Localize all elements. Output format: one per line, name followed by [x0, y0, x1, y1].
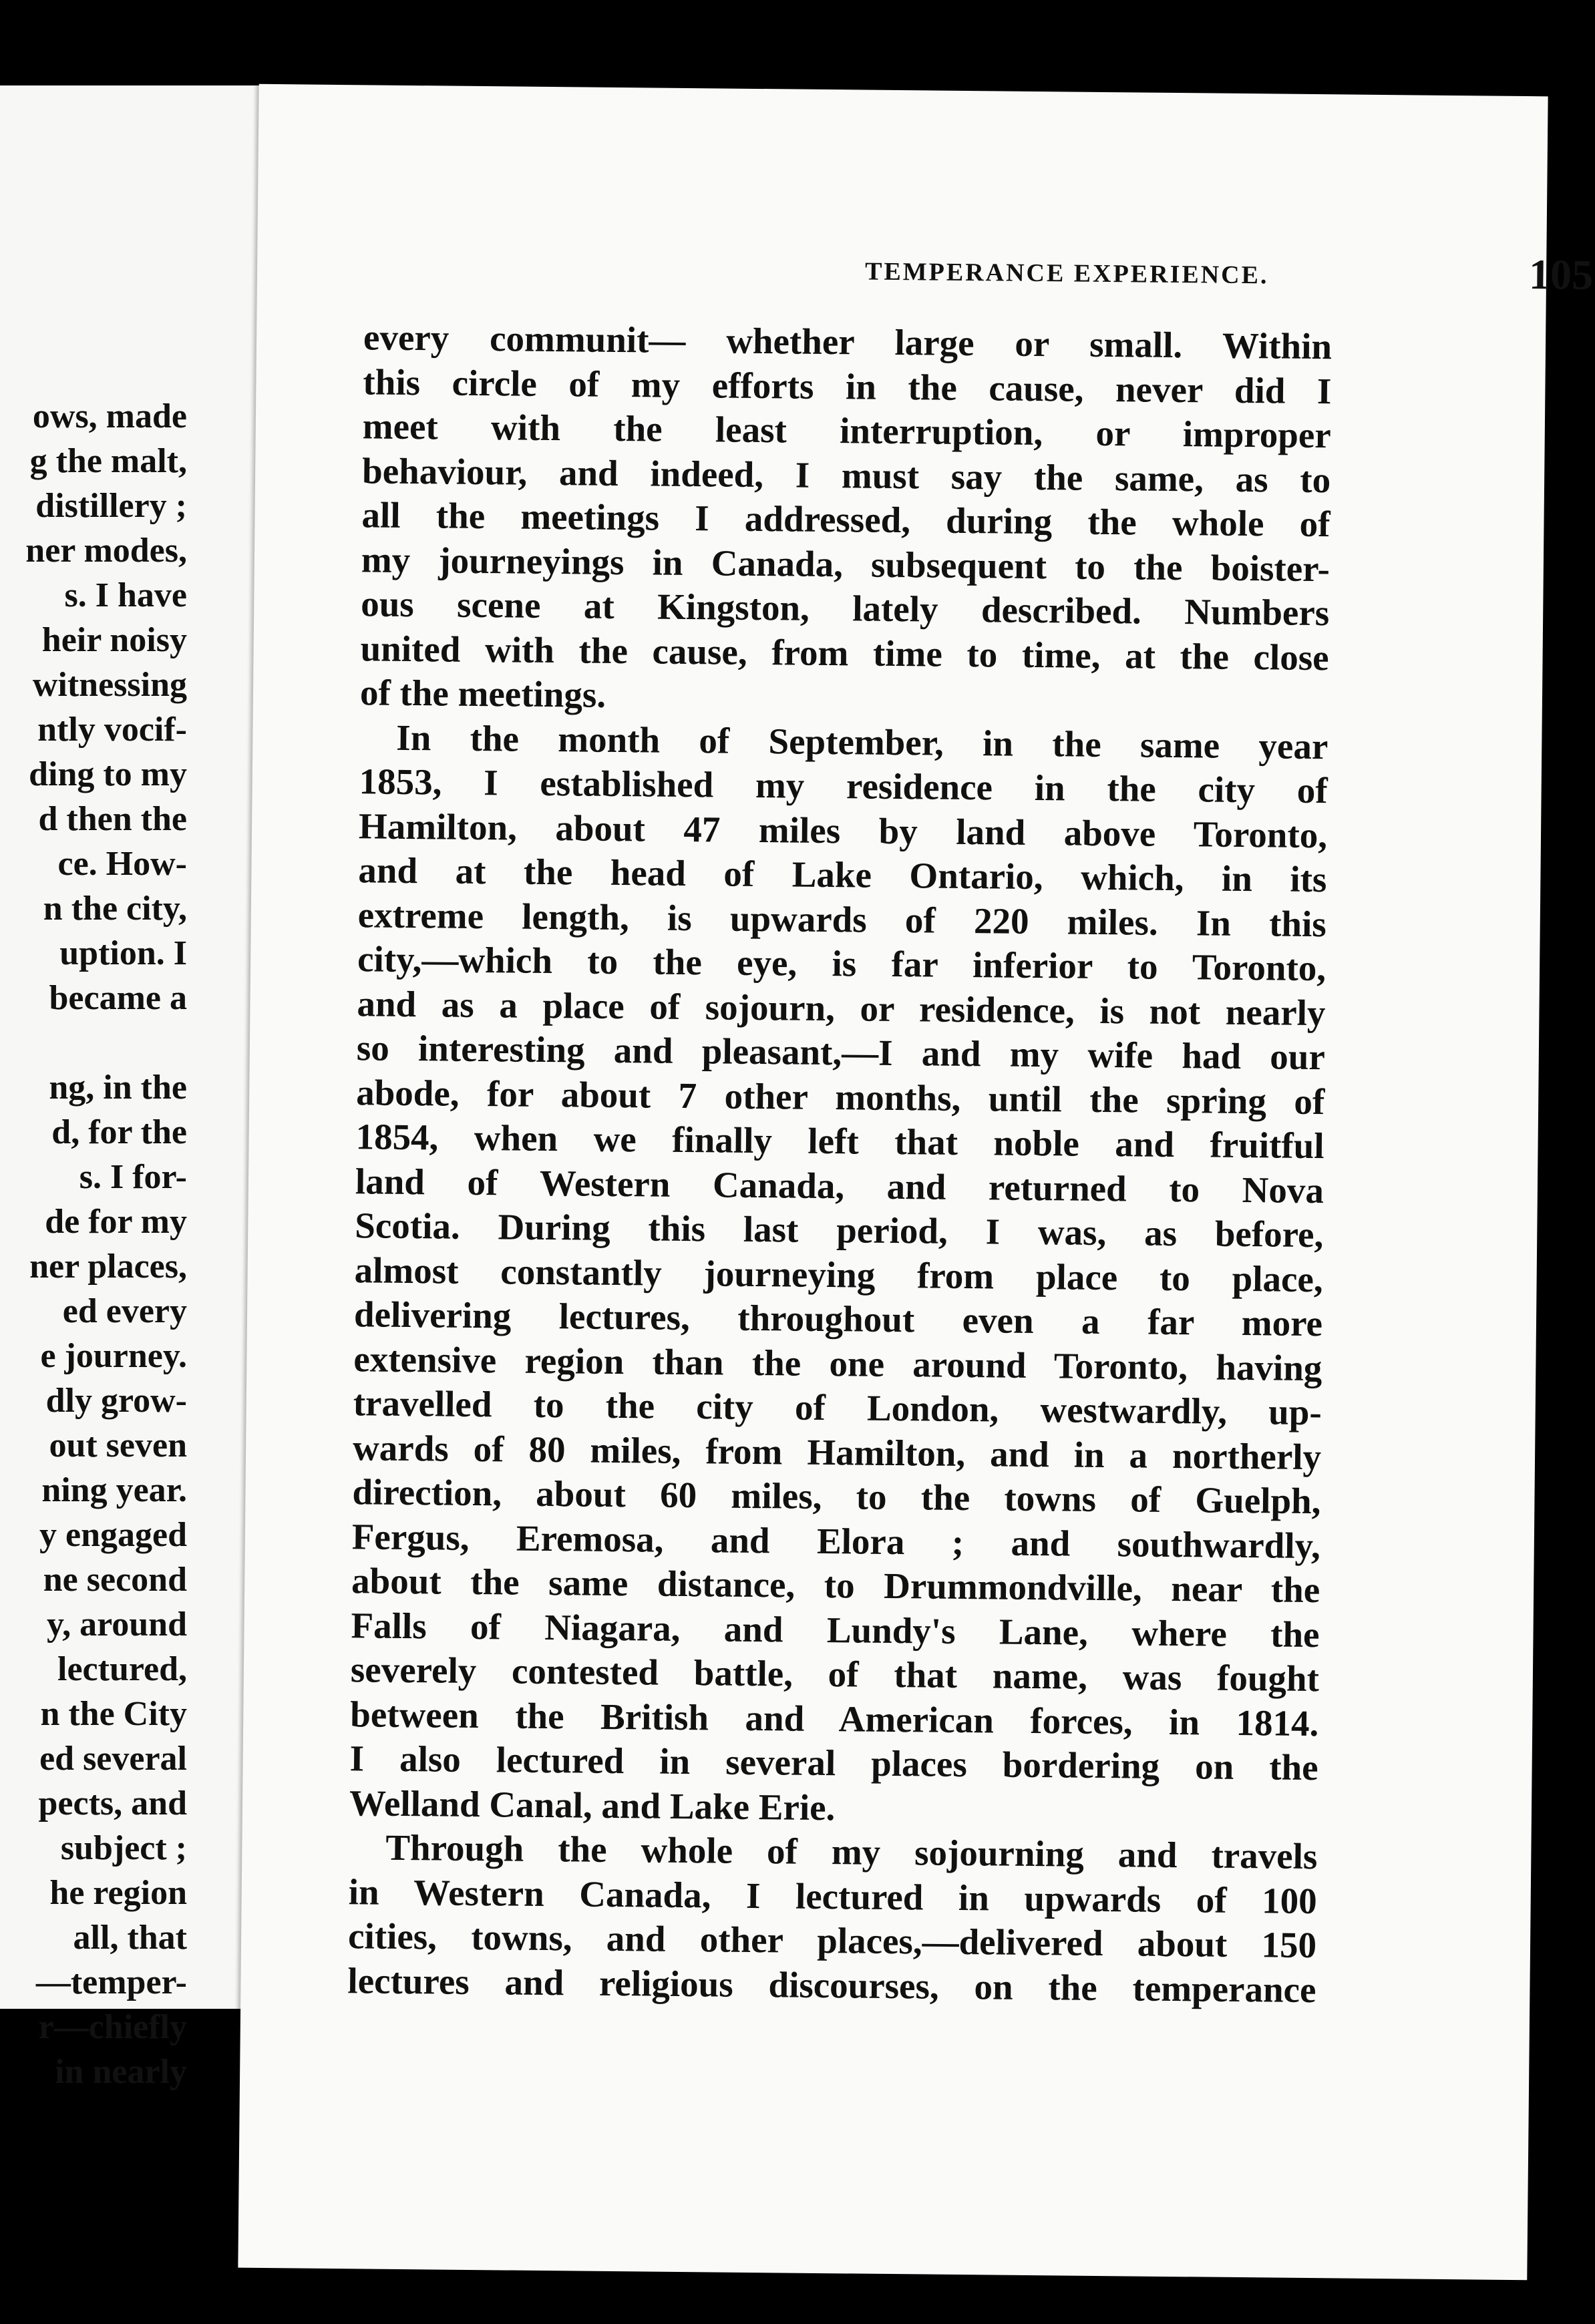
text-line: Hamilton, about 47 miles by land above Toronto, — [358, 805, 1328, 855]
left-line: s. I for- — [79, 1158, 187, 1196]
text-line: abode, for about 7 other months, until the spring of — [355, 1071, 1325, 1122]
text-line: between the British and American forces, in 1814. — [350, 1693, 1319, 1744]
left-line: s. I have — [64, 576, 187, 614]
previous-page-text — [0, 394, 187, 2094]
left-line: witnessing — [32, 666, 187, 704]
left-line: y, around — [46, 1605, 187, 1643]
left-line: de for my — [45, 1203, 187, 1241]
text-line: and as a place of sojourn, or residence, is not nearly — [357, 982, 1326, 1033]
text-line: my journeyings in Canada, subsequent to the boister- — [361, 538, 1331, 589]
text-line: I also lectured in several places bordering on the — [349, 1738, 1318, 1788]
text-line: so interesting and pleasant,—I and my wife had our — [356, 1027, 1326, 1078]
text-line: extreme length, is upwards of 220 miles. In this — [357, 894, 1327, 944]
page-number: 105 — [1528, 250, 1594, 299]
left-line: pects, and — [38, 1784, 187, 1822]
left-line: all, that — [73, 1919, 187, 1957]
left-line: ce. How- — [57, 845, 187, 883]
left-line: ner modes, — [25, 532, 187, 570]
text-line: lectures and religious discourses, on the temperance — [347, 1959, 1316, 2010]
left-line: ntly vocif- — [37, 711, 187, 749]
left-line: d, for the — [51, 1113, 187, 1151]
text-line: direction, about 60 miles, to the towns of Guelph, — [352, 1471, 1321, 1522]
text-line: Scotia. During this last period, I was, as before, — [355, 1205, 1324, 1255]
text-line: severely contested battle, of that name, was fought — [350, 1649, 1320, 1700]
left-line: g the malt, — [29, 442, 187, 480]
left-line: heir noisy — [41, 621, 187, 659]
text-line: and at the head of Lake Ontario, which, in its — [358, 849, 1327, 900]
left-line: dly grow- — [45, 1382, 187, 1420]
left-line: ner places, — [29, 1247, 187, 1286]
text-line: behaviour, and indeed, I must say the same, as to — [361, 449, 1331, 500]
left-line: r—chiefly — [38, 2008, 187, 2046]
left-line: subject ; — [60, 1829, 187, 1867]
left-line: distillery ; — [35, 487, 187, 525]
left-line: n the city, — [43, 890, 187, 928]
text-line: Falls of Niagara, and Lundy's Lane, where the — [351, 1604, 1320, 1655]
previous-page — [0, 85, 278, 2091]
text-line: city,—which to the eye, is far inferior to Toronto, — [357, 938, 1326, 989]
text-line: 1854, when we finally left that noble and fruitful — [355, 1116, 1324, 1167]
text-line: wards of 80 miles, from Hamilton, and in a northerly — [352, 1426, 1322, 1477]
left-line: uption. I — [59, 934, 187, 972]
left-line: ding to my — [29, 755, 187, 793]
left-line: ning year. — [41, 1471, 187, 1509]
left-line: d then the — [38, 800, 187, 838]
text-line: meet with the least interruption, or improper — [362, 405, 1332, 456]
text-line: all the meetings I addressed, during the whole of — [361, 494, 1331, 545]
running-head — [611, 241, 1594, 304]
left-line: in nearly — [55, 2053, 187, 2091]
text-line: Welland Canal, and Lake Erie. — [349, 1782, 836, 1828]
body-text — [347, 315, 1332, 2012]
text-line: cities, towns, and other places,—delivered about 150 — [347, 1915, 1317, 1966]
text-line: in Western Canada, I lectured in upwards of 100 — [348, 1871, 1317, 1921]
left-line — [0, 1020, 187, 1065]
left-line: y engaged — [39, 1516, 187, 1554]
text-line: travelled to the city of London, westwardly, up- — [353, 1382, 1322, 1433]
left-line: became a — [49, 979, 187, 1017]
text-line: almost constantly journeying from place to place, — [354, 1249, 1323, 1300]
left-line: out seven — [49, 1426, 187, 1465]
left-line: ows, made — [32, 397, 187, 435]
current-page — [238, 84, 1594, 2280]
left-line: ed several — [39, 1740, 187, 1778]
left-line: ne second — [43, 1561, 187, 1599]
text-line: every communit— whether large or small. Within — [363, 317, 1333, 367]
text-line: Fergus, Eremosa, and Elora ; and southwardly, — [351, 1515, 1321, 1566]
text-line: united with the cause, from time to time, at the close — [360, 627, 1329, 678]
text-line: this circle of my efforts in the cause, never did I — [363, 361, 1332, 411]
text-line: land of Western Canada, and returned to Nova — [355, 1160, 1324, 1211]
running-head-title: TEMPERANCE EXPERIENCE. — [864, 257, 1269, 290]
left-line: e journey. — [40, 1337, 187, 1375]
left-line: he region — [49, 1874, 187, 1912]
text-line: 1853, I established my residence in the city of — [359, 761, 1328, 811]
text-line: ous scene at Kingston, lately described. Numbers — [360, 583, 1330, 634]
left-line: ed every — [62, 1292, 187, 1330]
text-line: delivering lectures, throughout even a far more — [353, 1294, 1323, 1344]
left-line: ng, in the — [49, 1069, 187, 1107]
left-line: lectured, — [57, 1650, 187, 1688]
text-line: of the meetings. — [359, 672, 606, 715]
text-line: about the same distance, to Drummondville, near the — [351, 1560, 1320, 1611]
paragraph-start-line: Through the whole of my sojourning and travels — [385, 1826, 1318, 1877]
left-line: n the City — [40, 1695, 187, 1733]
left-line: —temper- — [35, 1963, 187, 2001]
paragraph-start-line: In the month of September, in the same year — [396, 717, 1328, 767]
text-line: extensive region than the one around Toronto, having — [353, 1338, 1322, 1388]
